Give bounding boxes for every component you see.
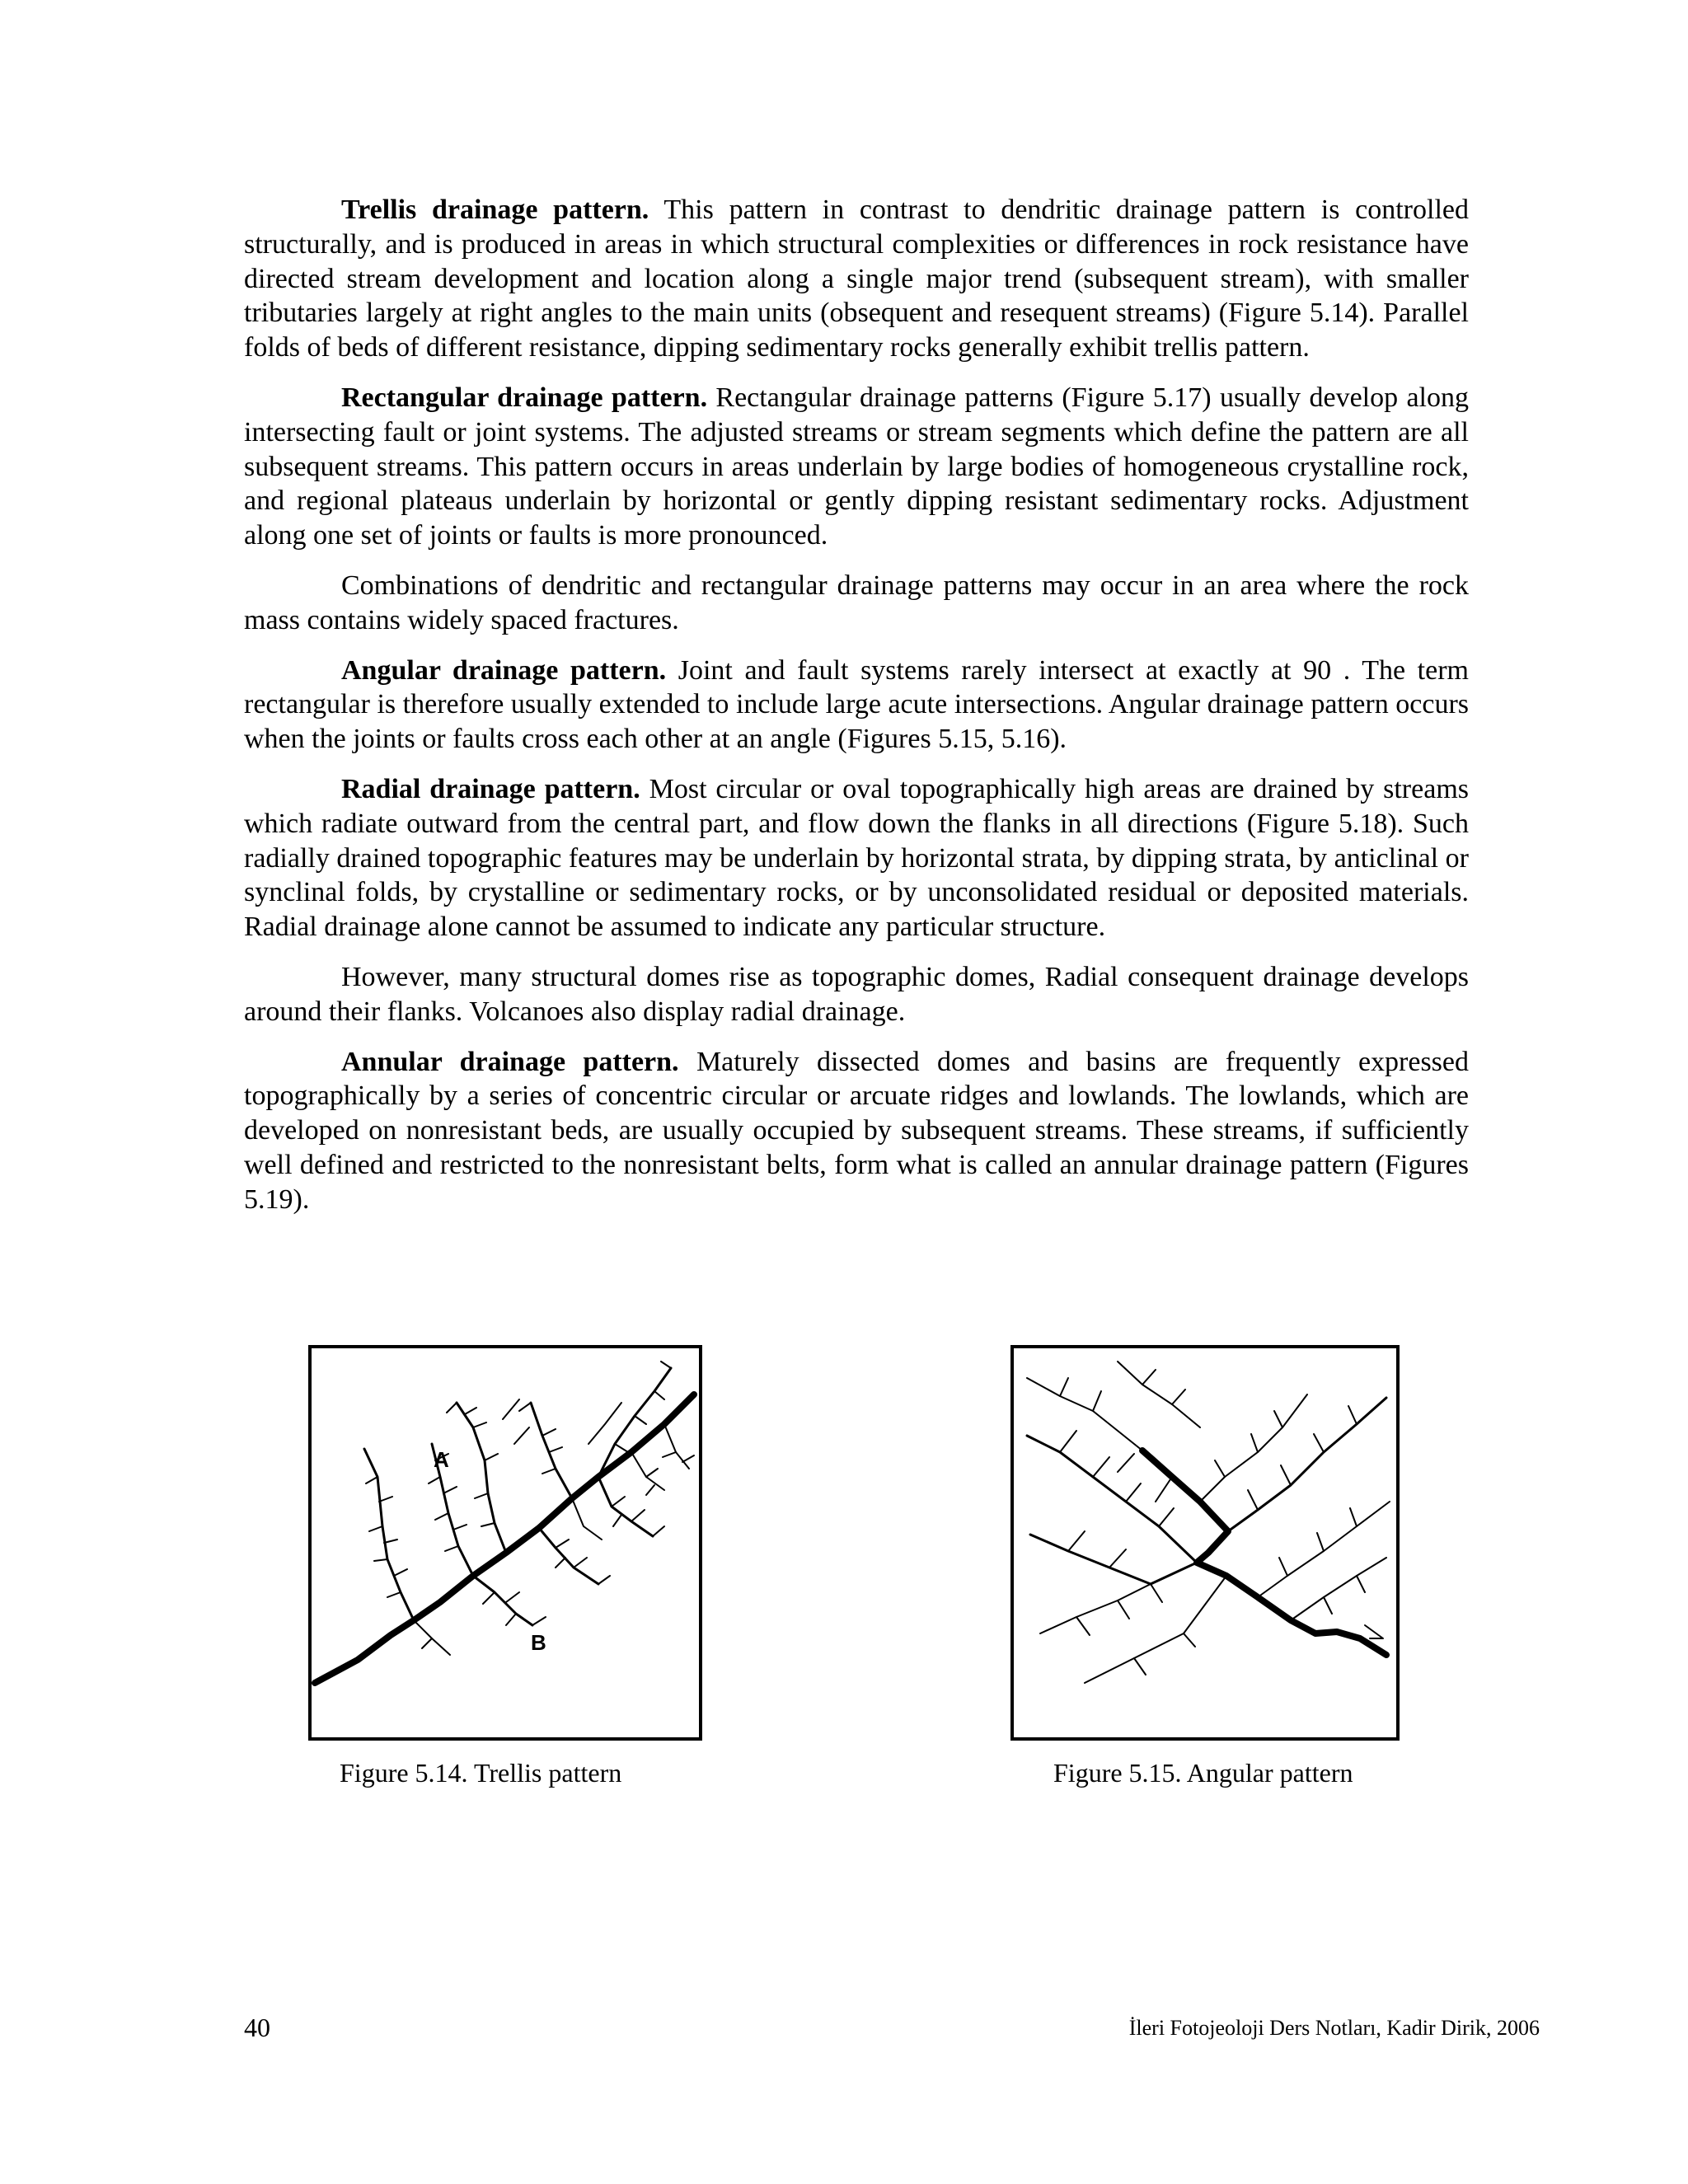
paragraph-heading: Trellis drainage pattern.	[341, 194, 649, 225]
region-label-a: A	[434, 1447, 449, 1472]
paragraph-annular	[244, 1045, 1469, 1217]
region-label-b: B	[531, 1630, 546, 1655]
paragraph-body: Rectangular drainage patterns (Figure 5.17) usually develop along intersecting fault or joint systems. The adjusted streams or stream segments which define the pattern are all subsequent streams. This pattern occurs in areas underlain by large bodies of homogeneous crystalline rock, and regional plateaus underlain by horizontal or gently dipping resistant sedimentary rocks. Adjustment along one set of joints or faults is more pronounced.	[244, 382, 1470, 551]
figure-trellis-pattern	[308, 1345, 702, 1741]
body-text	[244, 193, 1469, 1233]
paragraph-body: Joint and fault systems rarely intersect at exactly at 90 . The term rectangular is therefore usually extended to include large acute intersections. Angular drainage pattern occurs when the joints or faults cross each other at an angle (Figures 5.15, 5.16).	[244, 654, 1469, 755]
figure-caption-trellis: Figure 5.14. Trellis pattern	[340, 1758, 622, 1788]
paragraph-body: Maturely dissected domes and basins are frequently expressed topographically by a series of concentric circular or arcuate ridges and lowlands. The lowlands, which are developed on nonresistant beds, are usually occupied by subsequent streams. These streams, if sufficiently well defined and restricted to the nonresistant belts, form what is called an annular drainage pattern (Figures 5.19).	[244, 1046, 1469, 1215]
angular-drainage-diagram	[1010, 1345, 1400, 1741]
paragraph-heading: Rectangular drainage pattern.	[341, 382, 708, 413]
paragraph-heading: Radial drainage pattern.	[341, 773, 640, 804]
paragraph-heading: Angular drainage pattern.	[341, 654, 667, 686]
paragraph-rectangular	[244, 381, 1469, 553]
paragraph-angular	[244, 654, 1469, 757]
figure-frame	[1012, 1347, 1398, 1739]
paragraph-combinations	[244, 569, 1469, 638]
paragraph-body: This pattern in contrast to dendritic drainage pattern is controlled structurally, and is produced in areas in which structural complexities or differences in rock resistance have directed stream development and location along a single major trend (subsequent stream), with smaller tributaries largely at right angles to the main units (obsequent and resequent streams) (Figure 5.14). Parallel folds of beds of different resistance, dipping sedimentary rocks generally exhibit trellis pattern.	[244, 194, 1469, 363]
paragraph-trellis	[244, 193, 1469, 365]
paragraph-body: Most circular or oval topographically high areas are drained by streams which radiate outward from the central part, and flow down the flanks in all directions (Figure 5.18). Such radially drained topographic features may be underlain by horizontal strata, by dipping strata, by anticlinal or synclinal folds, by crystalline or sedimentary rocks, or by unconsolidated residual or deposited materials. Radial drainage alone cannot be assumed to indicate any particular structure.	[244, 773, 1469, 943]
paragraph-radial	[244, 772, 1469, 944]
footer-credit: İleri Fotojeoloji Ders Notları, Kadir Dirik, 2006	[1128, 2016, 1540, 2040]
paragraph-body: Combinations of dendritic and rectangular drainage patterns may occur in an area where the rock mass contains widely spaced fractures.	[244, 569, 1469, 635]
trellis-drainage-diagram	[308, 1345, 702, 1741]
paragraph-body: However, many structural domes rise as topographic domes, Radial consequent drainage develops around their flanks. Volcanoes also display radial drainage.	[244, 961, 1469, 1027]
figure-angular-pattern	[1010, 1345, 1400, 1741]
paragraph-domes	[244, 960, 1469, 1029]
paragraph-heading: Annular drainage pattern.	[341, 1046, 679, 1077]
page-number: 40	[244, 2013, 270, 2042]
figure-caption-angular: Figure 5.15. Angular pattern	[1053, 1758, 1353, 1788]
